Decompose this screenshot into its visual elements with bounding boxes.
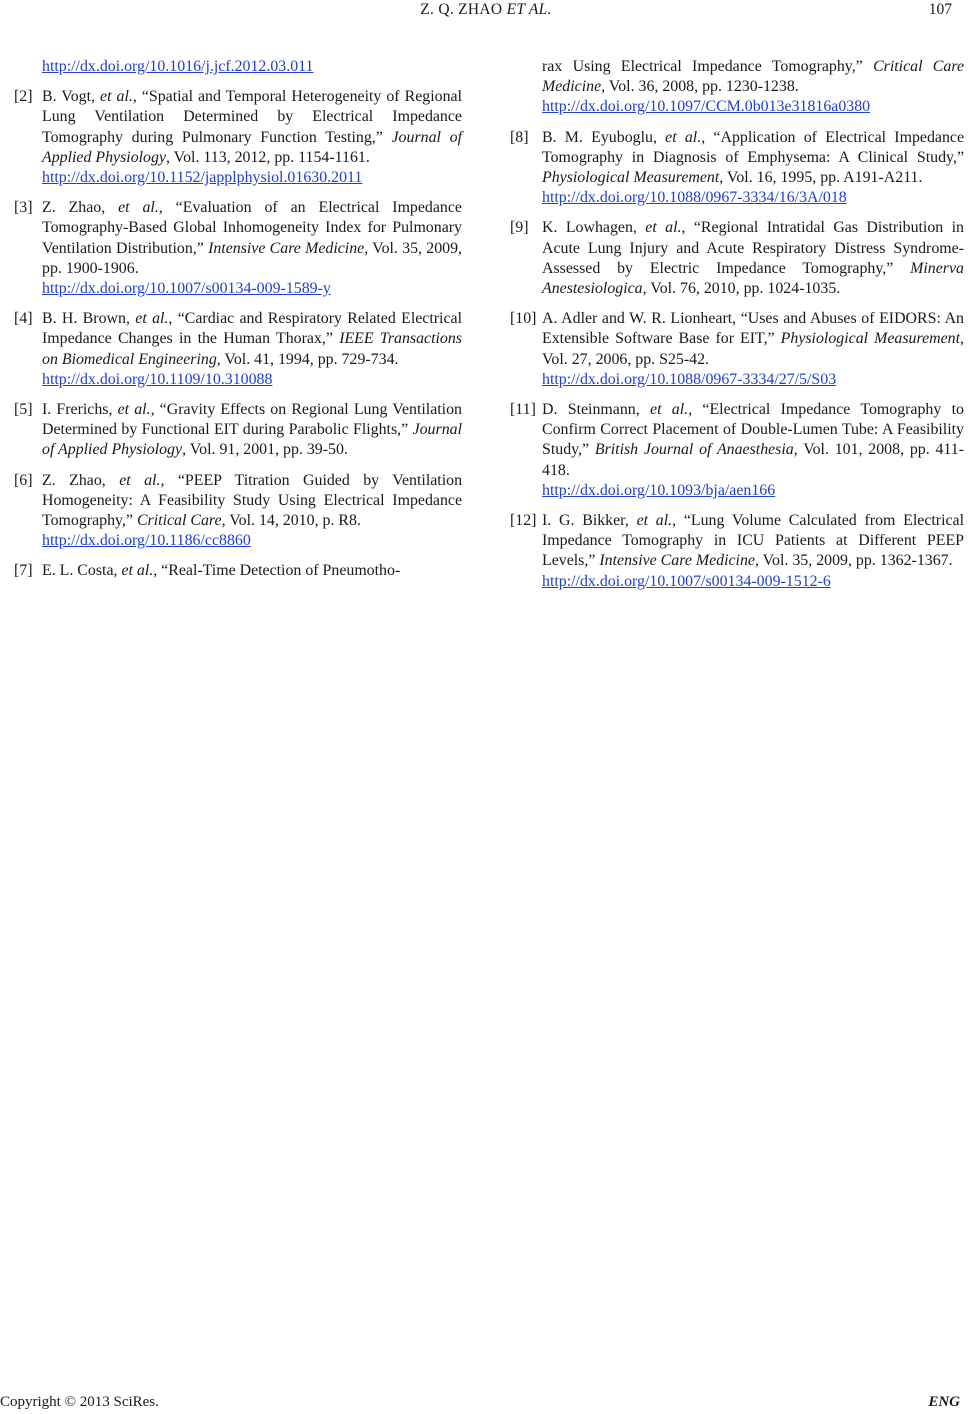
reference-entry [14, 57, 462, 77]
reference-authors: K. Lowhagen, [542, 219, 646, 237]
reference-details: , Vol. 91, 2001, pp. 39-50. [182, 441, 348, 459]
reference-text [42, 400, 462, 461]
reference-text [542, 57, 964, 118]
reference-number: [8] [510, 128, 529, 146]
reference-number: [7] [14, 562, 33, 580]
reference-text [42, 87, 462, 188]
reference-details: , Vol. 101, 2008, pp. 411-418. [542, 441, 964, 479]
reference-journal: Journal of Applied Physiology [42, 128, 462, 166]
reference-title: , “Lung Volume Calculated from Electrical Impedance Tomography in ICU Patients at Different PEEP Levels,” [542, 512, 965, 570]
reference-doi-link[interactable]: http://dx.doi.org/10.1088/0967-3334/16/3A/018 [542, 189, 847, 207]
reference-text [542, 400, 964, 501]
reference-authors: D. Steinmann, [542, 401, 651, 419]
reference-doi-link[interactable]: http://dx.doi.org/10.1088/0967-3334/27/5/S03 [542, 370, 837, 388]
reference-title: , “Gravity Effects on Regional Lung Ventilation Determined by Functional EIT during Parabolic Flights,” [42, 401, 462, 439]
reference-text [542, 218, 964, 299]
reference-et-al: et al. [645, 219, 682, 237]
reference-text [42, 561, 462, 581]
reference-journal: British Journal of Anaesthesia [594, 441, 794, 459]
reference-authors: Z. Zhao, [42, 471, 120, 489]
reference-authors: rax Using Electrical Impedance Tomography,” [542, 58, 874, 75]
reference-et-al: et al. [121, 562, 154, 580]
reference-number: [3] [14, 199, 33, 217]
reference-entry [510, 128, 964, 209]
reference-title: , “Application of Electrical Impedance Tomography in Diagnosis of Emphysema: A Clinical Study,” [542, 128, 965, 166]
reference-authors: I. Frerichs, [42, 401, 118, 419]
reference-authors: B. Vogt, [42, 88, 101, 106]
page-number: 107 [928, 1, 952, 18]
reference-title: , “Evaluation of an Electrical Impedance Tomography-Based Global Inhomogeneity Index for Pulmonary Ventilation Distribution,” [42, 199, 462, 257]
reference-journal: Physiological Measurement [542, 169, 720, 187]
reference-entry [14, 198, 462, 299]
reference-details: , Vol. 41, 1994, pp. 729-734. [216, 350, 399, 368]
reference-details: , Vol. 14, 2010, p. R8. [221, 512, 361, 530]
reference-details: , Vol. 35, 2009, pp. 1900-1906. [42, 239, 463, 277]
reference-journal: IEEE Transactions on Biomedical Engineering [42, 330, 462, 368]
reference-doi-link[interactable]: http://dx.doi.org/10.1016/j.jcf.2012.03.011 [42, 58, 314, 75]
reference-text [542, 128, 964, 209]
reference-details: , Vol. 16, 1995, pp. A191-A211. [719, 169, 923, 187]
reference-et-al: et al. [636, 512, 673, 530]
reference-journal: Minerva Anestesiologica [542, 259, 964, 298]
reference-doi-link[interactable]: http://dx.doi.org/10.1186/cc8860 [42, 532, 251, 550]
reference-journal: Critical Care [136, 512, 222, 530]
reference-title: , “PEEP Titration Guided by Ventilation Homogeneity: A Feasibility Study Using Electrical Impedance Tomography,” [42, 471, 463, 530]
reference-doi-link[interactable]: http://dx.doi.org/10.1097/CCM.0b013e31816a0380 [542, 98, 871, 116]
reference-doi-link[interactable]: http://dx.doi.org/10.1007/s00134-009-1512-6 [542, 572, 831, 590]
reference-number: [9] [510, 219, 529, 237]
reference-et-al: et al. [100, 88, 133, 106]
reference-column-right [510, 57, 964, 602]
reference-number: [6] [14, 471, 33, 489]
reference-doi-link[interactable]: http://dx.doi.org/10.1152/japplphysiol.01630.2011 [42, 169, 363, 187]
reference-et-al: et al. [135, 310, 169, 328]
footer-journal: ENG [928, 1394, 960, 1410]
reference-et-al: et al. [117, 401, 151, 419]
reference-details: , Vol. 76, 2010, pp. 1024-1035. [642, 280, 841, 298]
reference-details: , Vol. 113, 2012, pp. 1154-1161. [166, 148, 370, 166]
reference-doi-link[interactable]: http://dx.doi.org/10.1093/bja/aen166 [542, 481, 776, 499]
running-header-author [0, 0, 972, 20]
reference-entry [510, 218, 964, 299]
reference-details: , Vol. 27, 2006, pp. S25-42. [542, 330, 964, 368]
reference-title: , “Electrical Impedance Tomography to Confirm Correct Placement of Double-Lumen Tube: A Feasibility Study,” [542, 401, 964, 459]
reference-title: , “Spatial and Temporal Heterogeneity of Regional Lung Ventilation Determined by Electrical Impedance Tomography during Pulmonary Function Testing,” [42, 88, 462, 146]
reference-number: [12] [510, 512, 537, 530]
reference-title: , “Cardiac and Respiratory Related Electrical Impedance Changes in the Human Thorax,” [42, 310, 462, 348]
reference-number: [4] [14, 310, 33, 328]
reference-et-al: et al. [650, 401, 689, 419]
reference-entry [14, 561, 462, 581]
reference-journal: Critical Care Medicine [542, 58, 965, 96]
reference-title: , “Real-Time Detection of Pneumotho- [153, 562, 401, 580]
reference-number: [5] [14, 401, 33, 419]
reference-et-al: et al. [118, 199, 159, 217]
header-author-name: Z. Q. ZHAO [420, 1, 503, 18]
reference-text [42, 471, 462, 552]
reference-text [42, 57, 462, 77]
reference-details: , Vol. 36, 2008, pp. 1230-1238. [601, 78, 799, 96]
reference-authors: E. L. Costa, [42, 562, 122, 580]
reference-details: , Vol. 35, 2009, pp. 1362-1367. [754, 552, 953, 570]
reference-text [542, 309, 964, 390]
reference-entry [510, 400, 964, 501]
reference-journal: Intensive Care Medicine [599, 552, 755, 570]
reference-entry [14, 309, 462, 390]
reference-entry [14, 471, 462, 552]
reference-doi-link[interactable]: http://dx.doi.org/10.1007/s00134-009-1589-y [42, 280, 331, 298]
reference-authors: I. G. Bikker, [542, 512, 637, 530]
reference-entry [510, 57, 964, 118]
reference-number: [2] [14, 88, 33, 106]
reference-title: , “Regional Intratidal Gas Distribution in Acute Lung Injury and Acute Respiratory Distress Syndrome-Assessed by Electric Impedance Tomography,” [542, 219, 964, 277]
reference-entry [510, 511, 964, 592]
reference-authors: A. Adler and W. R. Lionheart, “Uses and Abuses of EIDORS: An Extensible Software Base for EIT,” [542, 310, 964, 348]
reference-et-al: et al. [665, 128, 702, 146]
reference-doi-link[interactable]: http://dx.doi.org/10.1109/10.310088 [42, 370, 273, 388]
reference-authors: Z. Zhao, [42, 199, 119, 217]
reference-authors: B. H. Brown, [42, 310, 136, 328]
reference-et-al: et al. [119, 471, 161, 489]
footer-copyright: Copyright © 2013 SciRes. [0, 1394, 159, 1410]
reference-number: [10] [510, 310, 537, 328]
header-author-etal: ET AL. [506, 1, 552, 18]
reference-authors: B. M. Eyuboglu, [542, 128, 666, 146]
reference-journal: Journal of Applied Physiology [42, 421, 462, 459]
reference-journal: Physiological Measurement [780, 330, 961, 348]
reference-entry [14, 400, 462, 461]
reference-entry [14, 87, 462, 188]
reference-number: [11] [510, 401, 536, 419]
reference-journal: Intensive Care Medicine [208, 239, 365, 257]
reference-text [42, 309, 462, 390]
reference-text [542, 511, 964, 592]
reference-column-left [14, 57, 462, 592]
reference-entry [510, 309, 964, 390]
reference-text [42, 198, 462, 299]
